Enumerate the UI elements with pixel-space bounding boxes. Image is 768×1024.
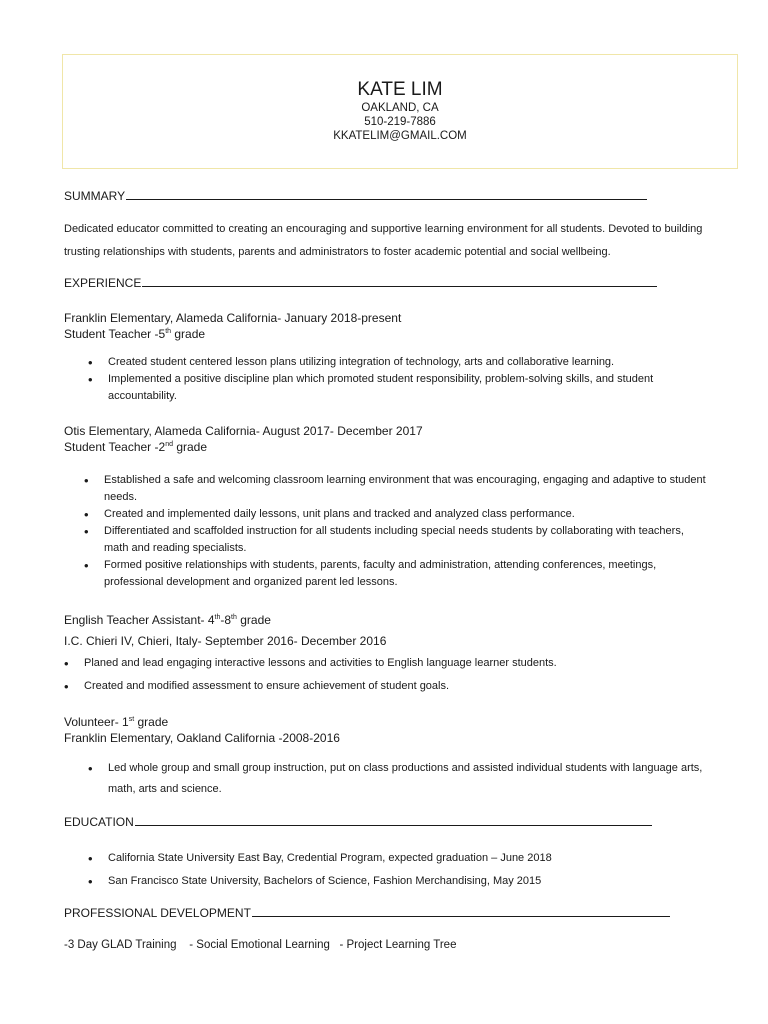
list-item: • San Francisco State University, Bachelors of Science, Fashion Merchandising, May 2015	[88, 870, 708, 893]
job-role: Student Teacher -2nd grade	[64, 440, 208, 454]
resume-header	[62, 54, 738, 169]
job-role: Volunteer- 1st grade	[64, 715, 169, 729]
education-heading	[64, 815, 652, 829]
list-item: • Implemented a positive discipline plan which promoted student responsibility, problem-solving skills, and student accountability.	[88, 371, 703, 405]
job-org: I.C. Chieri IV, Chieri, Italy- September 2016- December 2016	[64, 634, 387, 648]
list-item: • Planed and lead engaging interactive lessons and activities to English language learner students.	[64, 652, 714, 675]
education-title: EDUCATION	[64, 815, 134, 829]
location: OAKLAND, CA	[361, 102, 439, 114]
job-volunteer	[64, 714, 340, 746]
summary-heading	[64, 189, 647, 203]
professional-development-text: -3 Day GLAD Training - Social Emotional Learning - Project Learning Tree	[64, 939, 457, 951]
job-role: English Teacher Assistant- 4th-8th grade	[64, 613, 271, 627]
list-item: • Formed positive relationships with students, parents, faculty and administration, attending conferences, meetings, professional development and organized parent led lessons.	[84, 557, 709, 591]
phone: 510-219-7886	[364, 116, 436, 128]
experience-heading	[64, 276, 657, 290]
education-list	[88, 847, 708, 893]
job-bullets	[84, 472, 709, 591]
summary-title: SUMMARY	[64, 189, 126, 203]
list-item: • Led whole group and small group instruction, put on class productions and assisted individual students with language arts, math, arts and science.	[88, 758, 708, 800]
job-org: Franklin Elementary, Oakland California -2008-2016	[64, 731, 340, 745]
job-role: Student Teacher -5th grade	[64, 327, 206, 341]
job-org: Otis Elementary, Alameda California- August 2017- December 2017	[64, 424, 423, 438]
professional-development-title: PROFESSIONAL DEVELOPMENT	[64, 906, 251, 920]
section-rule	[142, 285, 657, 287]
section-rule	[135, 824, 652, 826]
list-item: • Created student centered lesson plans utilizing integration of technology, arts and collaborative learning.	[88, 354, 703, 371]
list-item: • Differentiated and scaffolded instruction for all students including special needs students by collaborating with teachers, math and reading specialists.	[84, 523, 709, 557]
job-bullets	[88, 354, 703, 405]
candidate-name: KATE LIM	[357, 79, 443, 100]
professional-development-heading	[64, 906, 670, 920]
job-bullets	[88, 758, 708, 800]
list-item: • Created and modified assessment to ensure achievement of student goals.	[64, 675, 714, 698]
summary-text: Dedicated educator committed to creating an encouraging and supportive learning environment for all students. Devoted to building trusting relationships with students, parents and administrators to foster academic potential and social wellbeing.	[64, 223, 703, 258]
list-item: • California State University East Bay, Credential Program, expected graduation – June 2018	[88, 847, 708, 870]
job-bullets	[64, 652, 714, 698]
job-otis	[64, 423, 423, 455]
list-item: • Established a safe and welcoming classroom learning environment that was encouraging, engaging and adaptive to student needs.	[84, 472, 709, 506]
job-franklin-alameda	[64, 310, 401, 342]
job-italy	[64, 610, 386, 652]
experience-title: EXPERIENCE	[64, 276, 142, 290]
list-item: • Created and implemented daily lessons, unit plans and tracked and analyzed class performance.	[84, 506, 709, 523]
section-rule	[126, 198, 647, 200]
email: KKATELIM@GMAIL.COM	[333, 130, 467, 142]
job-org: Franklin Elementary, Alameda California- January 2018-present	[64, 311, 402, 325]
section-rule	[252, 915, 670, 917]
